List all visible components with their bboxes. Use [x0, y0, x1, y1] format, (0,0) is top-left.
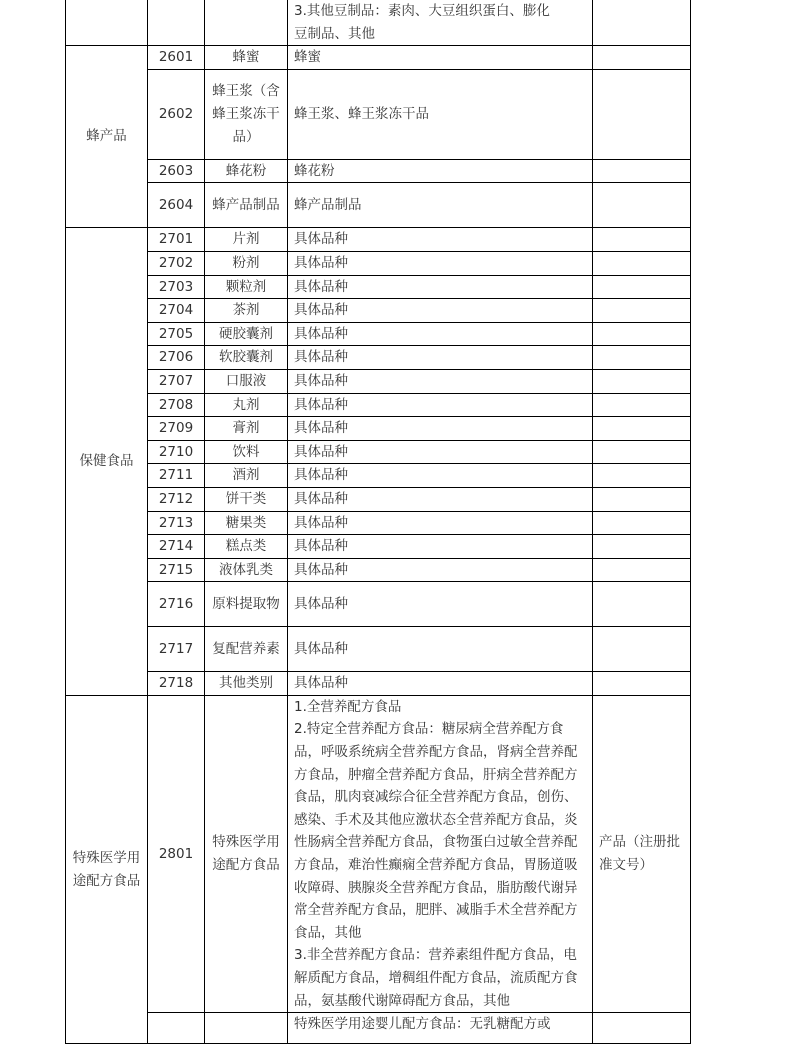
description-cell: 具体品种 [288, 558, 593, 582]
name-cell: 口服液 [205, 369, 288, 393]
code-cell: 2710 [148, 440, 205, 464]
category-cell: 保健食品 [66, 228, 148, 696]
name-cell: 特殊医学用途配方食品 [205, 695, 288, 1012]
note-cell [593, 1013, 691, 1044]
note-cell [593, 299, 691, 323]
code-cell: 2712 [148, 487, 205, 511]
name-cell: 片剂 [205, 228, 288, 252]
description-cell: 具体品种 [288, 417, 593, 441]
description-cell: 具体品种 [288, 535, 593, 559]
code-cell: 2801 [148, 695, 205, 1012]
table-row [66, 46, 691, 70]
code-cell [148, 0, 205, 46]
code-cell: 2711 [148, 464, 205, 488]
name-cell: 其他类别 [205, 672, 288, 696]
description-line: 豆制品、其他 [294, 25, 375, 42]
note-cell [593, 0, 691, 46]
name-cell: 蜂产品制品 [205, 183, 288, 228]
table-row [66, 0, 691, 46]
description-cell: 蜂蜜 [288, 46, 593, 70]
description-cell [288, 0, 593, 46]
note-cell [593, 440, 691, 464]
table-row [66, 251, 691, 275]
description-line: 2.特定全营养配方食品：糖尿病全营养配方食品，呼吸系统病全营养配方食品，肾病全营养配方食品，肿瘤全营养配方食品，肝病全营养配方食品，肌肉衰减综合征全营养配方食品，创伤、感染、手术及其他应激状态全营养配方食品，炎性肠病全营养配方食品，食物蛋白过敏全营养配方食品，难治性癫痫全营养配方食品，胃肠道吸收障碍、胰腺炎全营养配方食品，脂肪酸代谢异常全营养配方食品，肥胖、减脂手术全营养配方食品，其他 [294, 721, 578, 941]
description-cell: 特殊医学用途婴儿配方食品：无乳糖配方或 [288, 1013, 593, 1044]
table-row [66, 228, 691, 252]
description-cell: 具体品种 [288, 251, 593, 275]
note-cell [593, 46, 691, 70]
note-cell [593, 346, 691, 370]
code-cell: 2706 [148, 346, 205, 370]
table-row [66, 511, 691, 535]
note-cell [593, 417, 691, 441]
description-cell: 具体品种 [288, 369, 593, 393]
note-cell [593, 183, 691, 228]
code-cell: 2603 [148, 159, 205, 183]
name-cell: 粉剂 [205, 251, 288, 275]
name-cell: 软胶囊剂 [205, 346, 288, 370]
description-cell [288, 695, 593, 1012]
name-cell: 液体乳类 [205, 558, 288, 582]
description-cell: 具体品种 [288, 464, 593, 488]
note-cell [593, 558, 691, 582]
name-cell: 饮料 [205, 440, 288, 464]
table-row [66, 183, 691, 228]
name-cell: 丸剂 [205, 393, 288, 417]
table-row [66, 627, 691, 672]
code-cell [148, 1013, 205, 1044]
name-cell: 酒剂 [205, 464, 288, 488]
note-cell [593, 464, 691, 488]
note-cell [593, 511, 691, 535]
name-cell: 茶剂 [205, 299, 288, 323]
table-row [66, 695, 691, 1012]
category-cell [66, 0, 148, 46]
table-row [66, 672, 691, 696]
name-cell: 饼干类 [205, 487, 288, 511]
code-cell: 2604 [148, 183, 205, 228]
table-row [66, 346, 691, 370]
table-row [66, 487, 691, 511]
table-row [66, 299, 691, 323]
note-cell [593, 582, 691, 627]
name-cell [205, 1013, 288, 1044]
table-row [66, 1013, 691, 1044]
code-cell: 2707 [148, 369, 205, 393]
code-cell: 2717 [148, 627, 205, 672]
code-cell: 2701 [148, 228, 205, 252]
description-cell: 蜂花粉 [288, 159, 593, 183]
code-cell: 2716 [148, 582, 205, 627]
table-row [66, 535, 691, 559]
description-cell: 具体品种 [288, 393, 593, 417]
table-row [66, 159, 691, 183]
name-cell: 复配营养素 [205, 627, 288, 672]
description-line: 3.非全营养配方食品：营养素组件配方食品，电解质配方食品，增稠组件配方食品，流质配方食品，氨基酸代谢障碍配方食品，其他 [294, 947, 578, 1009]
note-cell [593, 393, 691, 417]
description-cell: 具体品种 [288, 627, 593, 672]
name-cell: 蜂蜜 [205, 46, 288, 70]
description-cell: 蜂产品制品 [288, 183, 593, 228]
note-cell: 产品（注册批准文号） [593, 695, 691, 1012]
description-cell: 具体品种 [288, 228, 593, 252]
code-cell: 2705 [148, 322, 205, 346]
description-cell: 具体品种 [288, 440, 593, 464]
description-cell: 具体品种 [288, 299, 593, 323]
note-cell [593, 159, 691, 183]
code-cell: 2713 [148, 511, 205, 535]
name-cell: 糖果类 [205, 511, 288, 535]
table-row [66, 322, 691, 346]
name-cell: 硬胶囊剂 [205, 322, 288, 346]
description-line: 1.全营养配方食品 [294, 698, 402, 715]
name-cell: 蜂花粉 [205, 159, 288, 183]
note-cell [593, 69, 691, 159]
table-row [66, 558, 691, 582]
code-cell: 2702 [148, 251, 205, 275]
category-cell: 特殊医学用途配方食品 [66, 695, 148, 1043]
table-row [66, 417, 691, 441]
table-row [66, 69, 691, 159]
note-cell [593, 228, 691, 252]
note-cell [593, 251, 691, 275]
code-cell: 2703 [148, 275, 205, 299]
table-row [66, 393, 691, 417]
name-cell: 糕点类 [205, 535, 288, 559]
code-cell: 2715 [148, 558, 205, 582]
code-cell: 2704 [148, 299, 205, 323]
table-row [66, 464, 691, 488]
code-cell: 2709 [148, 417, 205, 441]
food-category-table [65, 0, 691, 1044]
name-cell: 原料提取物 [205, 582, 288, 627]
note-cell [593, 487, 691, 511]
note-cell [593, 672, 691, 696]
code-cell: 2718 [148, 672, 205, 696]
code-cell: 2708 [148, 393, 205, 417]
food-category-table-page [65, 0, 690, 1044]
category-cell: 蜂产品 [66, 46, 148, 228]
table-row [66, 582, 691, 627]
description-line: 3.其他豆制品：素肉、大豆组织蛋白、膨化 [294, 3, 550, 19]
description-cell: 具体品种 [288, 487, 593, 511]
note-cell [593, 535, 691, 559]
note-cell [593, 369, 691, 393]
description-cell: 具体品种 [288, 346, 593, 370]
table-row [66, 369, 691, 393]
description-cell: 具体品种 [288, 582, 593, 627]
name-cell: 颗粒剂 [205, 275, 288, 299]
name-cell [205, 0, 288, 46]
code-cell: 2714 [148, 535, 205, 559]
description-cell: 具体品种 [288, 672, 593, 696]
code-cell: 2601 [148, 46, 205, 70]
description-cell: 具体品种 [288, 322, 593, 346]
note-cell [593, 322, 691, 346]
table-row [66, 275, 691, 299]
table-row [66, 440, 691, 464]
description-cell: 蜂王浆、蜂王浆冻干品 [288, 69, 593, 159]
code-cell: 2602 [148, 69, 205, 159]
name-cell: 膏剂 [205, 417, 288, 441]
description-cell: 具体品种 [288, 275, 593, 299]
description-cell: 具体品种 [288, 511, 593, 535]
name-cell: 蜂王浆（含蜂王浆冻干品） [205, 69, 288, 159]
note-cell [593, 275, 691, 299]
note-cell [593, 627, 691, 672]
